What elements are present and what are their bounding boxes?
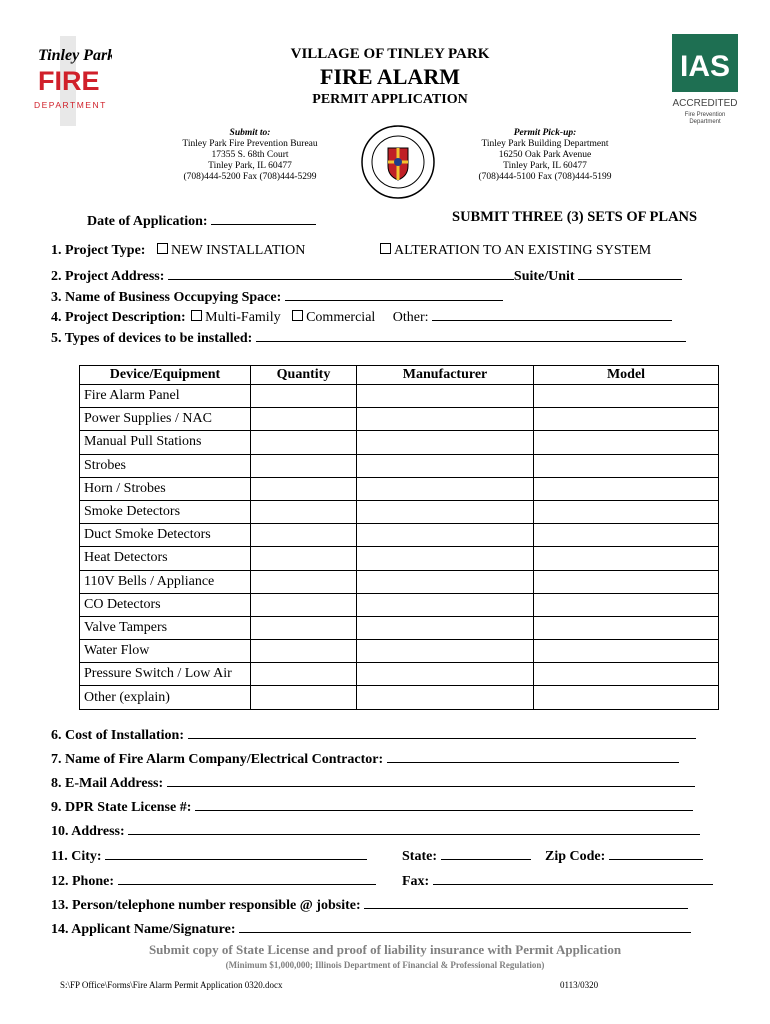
multi-family-label: Multi-Family bbox=[205, 310, 281, 325]
manufacturer-cell[interactable] bbox=[357, 570, 534, 593]
table-row bbox=[80, 454, 719, 477]
q1-label: 1. Project Type: bbox=[51, 243, 146, 258]
model-cell[interactable] bbox=[534, 686, 719, 709]
table-row bbox=[80, 524, 719, 547]
village-title: VILLAGE OF TINLEY PARK bbox=[290, 46, 490, 62]
quantity-cell[interactable] bbox=[251, 431, 357, 454]
device-name-cell: CO Detectors bbox=[80, 593, 251, 616]
manufacturer-cell[interactable] bbox=[357, 477, 534, 500]
q8-label: 8. E-Mail Address: bbox=[51, 776, 164, 791]
quantity-cell[interactable] bbox=[251, 570, 357, 593]
form-subtitle: PERMIT APPLICATION bbox=[312, 92, 468, 107]
q9-row bbox=[51, 796, 693, 816]
new-installation-checkbox[interactable] bbox=[157, 243, 168, 254]
commercial-label: Commercial bbox=[306, 310, 376, 325]
q4-row bbox=[51, 306, 672, 326]
village-seal-icon bbox=[360, 124, 436, 200]
svg-text:Fire Prevention: Fire Prevention bbox=[684, 112, 726, 118]
project-address-field[interactable] bbox=[168, 265, 514, 280]
date-label: Date of Application: bbox=[87, 214, 208, 229]
manufacturer-cell[interactable] bbox=[357, 640, 534, 663]
model-cell[interactable] bbox=[534, 616, 719, 639]
form-code: 0113/0320 bbox=[560, 980, 599, 990]
ias-accredited-logo bbox=[672, 34, 740, 130]
q2-label: 2. Project Address: bbox=[51, 269, 165, 284]
q2-row bbox=[51, 265, 682, 285]
device-name-cell: Power Supplies / NAC bbox=[80, 408, 251, 431]
table-row bbox=[80, 477, 719, 500]
other-description-field[interactable] bbox=[432, 306, 672, 321]
footer-note: Submit copy of State License and proof of liability insurance with Permit Application bbox=[148, 942, 622, 957]
submit-to-line: 17355 S. 68th Court bbox=[211, 150, 289, 160]
manufacturer-cell[interactable] bbox=[357, 500, 534, 523]
column-header: Model bbox=[534, 366, 719, 385]
column-header: Device/Equipment bbox=[80, 366, 251, 385]
device-name-cell: 110V Bells / Appliance bbox=[80, 570, 251, 593]
fax-group bbox=[402, 870, 713, 890]
suite-label: Suite/Unit bbox=[513, 269, 575, 284]
q13-label: 13. Person/telephone number responsible @ jobsite: bbox=[51, 898, 361, 913]
device-name-cell: Strobes bbox=[80, 454, 251, 477]
q7-label: 7. Name of Fire Alarm Company/Electrical Contractor: bbox=[51, 752, 384, 767]
q1-alt bbox=[372, 243, 651, 259]
q4-label: 4. Project Description: bbox=[51, 310, 186, 325]
quantity-cell[interactable] bbox=[251, 547, 357, 570]
table-row bbox=[80, 640, 719, 663]
cost-field[interactable] bbox=[188, 724, 696, 739]
devices-table bbox=[79, 365, 719, 710]
svg-text:FIRE: FIRE bbox=[38, 66, 100, 96]
alteration-label: ALTERATION TO AN EXISTING SYSTEM bbox=[394, 243, 652, 258]
table-row bbox=[80, 616, 719, 639]
table-row bbox=[80, 570, 719, 593]
email-field[interactable] bbox=[167, 772, 695, 787]
q10-row bbox=[51, 820, 700, 840]
svg-text:IAS: IAS bbox=[679, 50, 731, 83]
device-name-cell: Pressure Switch / Low Air bbox=[80, 663, 251, 686]
quantity-cell[interactable] bbox=[251, 524, 357, 547]
model-cell[interactable] bbox=[534, 454, 719, 477]
model-cell[interactable] bbox=[534, 547, 719, 570]
table-row bbox=[80, 686, 719, 709]
form-title: FIRE ALARM bbox=[320, 64, 460, 89]
zip-label: Zip Code: bbox=[545, 849, 606, 864]
q5-row bbox=[51, 327, 686, 347]
model-cell[interactable] bbox=[534, 663, 719, 686]
license-field[interactable] bbox=[195, 796, 693, 811]
device-name-cell: Duct Smoke Detectors bbox=[80, 524, 251, 547]
q14-label: 14. Applicant Name/Signature: bbox=[51, 922, 236, 937]
zip-group bbox=[545, 845, 703, 865]
table-row bbox=[80, 663, 719, 686]
model-cell[interactable] bbox=[534, 570, 719, 593]
fax-field[interactable] bbox=[433, 870, 713, 885]
device-name-cell: Smoke Detectors bbox=[80, 500, 251, 523]
manufacturer-cell[interactable] bbox=[357, 524, 534, 547]
submit-to-block bbox=[165, 128, 335, 183]
q13-row bbox=[51, 894, 688, 914]
quantity-cell[interactable] bbox=[251, 477, 357, 500]
model-cell[interactable] bbox=[534, 385, 719, 408]
submit-to-heading: Submit to: bbox=[229, 128, 271, 138]
state-group bbox=[402, 845, 531, 865]
device-name-cell: Valve Tampers bbox=[80, 616, 251, 639]
manufacturer-cell[interactable] bbox=[357, 616, 534, 639]
quantity-cell[interactable] bbox=[251, 593, 357, 616]
q11-row bbox=[51, 845, 367, 865]
model-cell[interactable] bbox=[534, 500, 719, 523]
other-label: Other: bbox=[392, 310, 429, 325]
model-cell[interactable] bbox=[534, 640, 719, 663]
table-row bbox=[80, 500, 719, 523]
state-label: State: bbox=[402, 849, 437, 864]
quantity-cell[interactable] bbox=[251, 500, 357, 523]
table-row bbox=[80, 431, 719, 454]
table-row bbox=[80, 408, 719, 431]
q3-label: 3. Name of Business Occupying Space: bbox=[51, 290, 282, 305]
footer-subnote: (Minimum $1,000,000; Illinois Department of Financial & Professional Regulation) bbox=[225, 960, 545, 970]
q11-label: 11. City: bbox=[51, 849, 102, 864]
manufacturer-cell[interactable] bbox=[357, 593, 534, 616]
manufacturer-cell[interactable] bbox=[357, 663, 534, 686]
pickup-heading: Permit Pick-up: bbox=[513, 128, 577, 138]
q7-row bbox=[51, 748, 679, 768]
submit-plans-note: SUBMIT THREE (3) SETS OF PLANS bbox=[452, 209, 698, 225]
quantity-cell[interactable] bbox=[251, 640, 357, 663]
tinley-park-fire-logo bbox=[32, 36, 112, 128]
model-cell[interactable] bbox=[534, 431, 719, 454]
submit-to-line: Tinley Park Fire Prevention Bureau bbox=[182, 139, 318, 149]
file-path: S:\FP Office\Forms\Fire Alarm Permit Application 0320.docx bbox=[60, 980, 283, 990]
device-name-cell: Manual Pull Stations bbox=[80, 431, 251, 454]
signature-field[interactable] bbox=[239, 918, 691, 933]
fax-label: Fax: bbox=[402, 874, 430, 889]
column-header: Manufacturer bbox=[357, 366, 534, 385]
date-field[interactable] bbox=[211, 210, 316, 225]
svg-text:ACCREDITED: ACCREDITED bbox=[672, 98, 738, 109]
new-installation-label: NEW INSTALLATION bbox=[170, 243, 306, 258]
quantity-cell[interactable] bbox=[251, 616, 357, 639]
q3-row bbox=[51, 286, 503, 306]
pickup-line: (708)444-5100 Fax (708)444-5199 bbox=[478, 172, 612, 182]
manufacturer-cell[interactable] bbox=[357, 547, 534, 570]
business-name-field[interactable] bbox=[285, 286, 503, 301]
city-field[interactable] bbox=[105, 845, 367, 860]
state-field[interactable] bbox=[441, 845, 531, 860]
date-row bbox=[87, 210, 316, 230]
q6-label: 6. Cost of Installation: bbox=[51, 728, 185, 743]
phone-field[interactable] bbox=[118, 870, 376, 885]
pickup-block bbox=[460, 128, 630, 183]
contractor-field[interactable] bbox=[387, 748, 679, 763]
address-field[interactable] bbox=[128, 820, 700, 835]
submit-to-line: Tinley Park, IL 60477 bbox=[208, 161, 292, 171]
device-name-cell: Horn / Strobes bbox=[80, 477, 251, 500]
pickup-line: 16250 Oak Park Avenue bbox=[498, 150, 592, 160]
pickup-line: Tinley Park Building Department bbox=[481, 139, 609, 149]
multi-family-checkbox[interactable] bbox=[191, 310, 202, 321]
q14-row bbox=[51, 918, 691, 938]
svg-text:Tinley Park: Tinley Park bbox=[38, 47, 112, 64]
q12-row bbox=[51, 870, 376, 890]
device-name-cell: Fire Alarm Panel bbox=[80, 385, 251, 408]
alteration-checkbox[interactable] bbox=[380, 243, 391, 254]
device-name-cell: Heat Detectors bbox=[80, 547, 251, 570]
model-cell[interactable] bbox=[534, 408, 719, 431]
table-row bbox=[80, 547, 719, 570]
commercial-checkbox[interactable] bbox=[292, 310, 303, 321]
device-name-cell: Water Flow bbox=[80, 640, 251, 663]
q10-label: 10. Address: bbox=[51, 824, 125, 839]
manufacturer-cell[interactable] bbox=[357, 431, 534, 454]
suite-field[interactable] bbox=[578, 265, 682, 280]
model-cell[interactable] bbox=[534, 477, 719, 500]
submit-to-line: (708)444-5200 Fax (708)444-5299 bbox=[183, 172, 317, 182]
quantity-cell[interactable] bbox=[251, 454, 357, 477]
table-header-row bbox=[80, 366, 719, 385]
quantity-cell[interactable] bbox=[251, 686, 357, 709]
q8-row bbox=[51, 772, 695, 792]
table-row bbox=[80, 385, 719, 408]
quantity-cell[interactable] bbox=[251, 385, 357, 408]
q1-row bbox=[51, 243, 305, 259]
pickup-line: Tinley Park, IL 60477 bbox=[503, 161, 587, 171]
q5-label: 5. Types of devices to be installed: bbox=[51, 331, 253, 346]
manufacturer-cell[interactable] bbox=[357, 385, 534, 408]
q6-row bbox=[51, 724, 696, 744]
manufacturer-cell[interactable] bbox=[357, 408, 534, 431]
svg-text:Department: Department bbox=[689, 119, 721, 125]
q12-label: 12. Phone: bbox=[51, 874, 114, 889]
model-cell[interactable] bbox=[534, 593, 719, 616]
manufacturer-cell[interactable] bbox=[357, 686, 534, 709]
quantity-cell[interactable] bbox=[251, 663, 357, 686]
svg-text:DEPARTMENT: DEPARTMENT bbox=[34, 100, 107, 110]
model-cell[interactable] bbox=[534, 524, 719, 547]
quantity-cell[interactable] bbox=[251, 408, 357, 431]
manufacturer-cell[interactable] bbox=[357, 454, 534, 477]
zip-field[interactable] bbox=[609, 845, 703, 860]
jobsite-contact-field[interactable] bbox=[364, 894, 688, 909]
q9-label: 9. DPR State License #: bbox=[51, 800, 192, 815]
table-row bbox=[80, 593, 719, 616]
column-header: Quantity bbox=[251, 366, 357, 385]
device-types-field[interactable] bbox=[256, 327, 686, 342]
device-name-cell: Other (explain) bbox=[80, 686, 251, 709]
